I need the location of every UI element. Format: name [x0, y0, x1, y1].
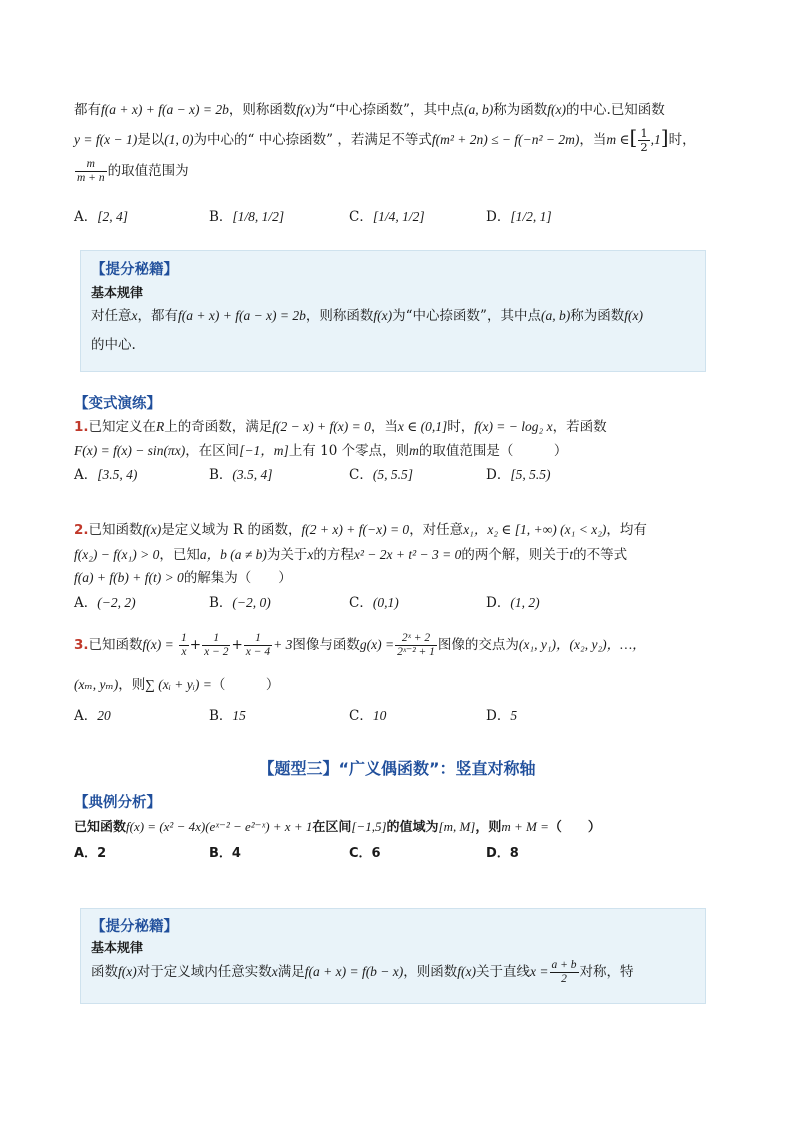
- q1-option-a[interactable]: A．[3.5, 4): [74, 467, 138, 483]
- tips-box-2: [80, 908, 706, 1004]
- q2-line-2: f(x₂) − f(x₁) > 0，已知a，b (a ≠ b)为关于x的方程x² − 2x + t² − 3 = 0的两个解，则关于t的不等式: [74, 547, 628, 563]
- intro-line-1: 都有f(a + x) + f(a − x) = 2b，则称函数f(x)为“中心捺函数”，其中点(a, b)称为函数f(x)的中心.已知函数: [74, 102, 665, 118]
- q1-option-d[interactable]: D．[5, 5.5): [486, 467, 551, 483]
- box2-title: 【提分秘籍】: [91, 919, 178, 935]
- example-option-d[interactable]: D．8: [486, 846, 519, 861]
- q3-fraction-g: $\frac{\text{2ˣ + 2}}{\text{2ˣ⁻² + 1}}$: [397, 632, 435, 659]
- q1-option-b[interactable]: B．(3.5, 4]: [209, 467, 273, 483]
- option-b[interactable]: B．[1/8, 1/2]: [209, 209, 285, 225]
- section-3-title: 【题型三】“广义偶函数”：竖直对称轴: [258, 759, 536, 778]
- variants-title: 【变式演练】: [74, 396, 161, 412]
- example-option-b[interactable]: B．4: [209, 846, 241, 861]
- q3-option-b[interactable]: B．15: [209, 708, 246, 724]
- example-line-1: 已知函数f(x) = (x² − 4x)(eˣ⁻² − e²⁻ˣ) + x + 1在区间[−1,5]的值域为[m, M]，则m + M =（ ）: [74, 819, 601, 835]
- q3-option-c[interactable]: C．10: [349, 708, 387, 724]
- q3-option-d[interactable]: D．5: [486, 708, 518, 724]
- q1-line-1: 1.已知定义在R上的奇函数，满足f(2 − x) + f(x) = 0，当x ∈ (0,1]时，f(x) = − log₂ x，若函数: [74, 419, 607, 435]
- q2-option-b[interactable]: B．(−2, 0): [209, 595, 271, 611]
- box-line-1: 对任意x，都有f(a + x) + f(a − x) = 2b，则称函数f(x)为“中心捺函数”，其中点(a, b)称为函数f(x): [91, 308, 643, 324]
- q1-option-c[interactable]: C．(5, 5.5]: [349, 467, 413, 483]
- q2-option-c[interactable]: C．(0,1): [349, 595, 399, 611]
- option-d[interactable]: D．[1/2, 1]: [486, 209, 552, 225]
- q1-line-2: F(x) = f(x) − sin(πx)，在区间[−1，m]上有 10 个零点，则m的取值范围是（ ）: [74, 443, 568, 459]
- option-a[interactable]: A．[2, 4]: [74, 209, 129, 225]
- box-line-2: 的中心.: [91, 337, 136, 353]
- q3-fraction-1: $\frac{1}{x}$: [181, 632, 187, 659]
- q3-option-a[interactable]: A．20: [74, 708, 111, 724]
- q2-line-1: 2.已知函数f(x)是定义域为 R 的函数，f(2 + x) + f(−x) = 0，对任意x₁，x₂ ∈ [1, +∞) (x₁ < x₂)，均有: [74, 522, 647, 538]
- intro-line-2: y = f(x − 1)是以(1, 0)为中心的“ 中心捺函数” ，若满足不等式f(m² + 2n) ≤ − f(−n² − 2m)，当m ∈[ $\frac{1}{2}$ ,1]时，: [74, 125, 696, 154]
- q2-line-3: f(a) + f(b) + f(t) > 0的解集为（ ）: [74, 570, 292, 586]
- box-title: 【提分秘籍】: [91, 262, 178, 278]
- q2-option-d[interactable]: D．(1, 2): [486, 595, 540, 611]
- example-option-a[interactable]: A．2: [74, 846, 107, 861]
- example-option-c[interactable]: C．6: [349, 846, 381, 861]
- interval-fraction: $\frac{1}{2}$: [640, 125, 648, 154]
- q2-option-a[interactable]: A．(−2, 2): [74, 595, 136, 611]
- tips-box-1: [80, 250, 706, 372]
- q3-line-1: 3.已知函数f(x) = $\frac{1}{x}$ + $\frac{1}{x - 2}$ + $\frac{1}{x - 4}$ + 3图像与函数g(x) = $\frac{\text{2ˣ + 2}}{\text{2ˣ⁻² + 1}}$ 图像的交点为(x₁, y₁)，(x₂, y₂)，…，: [74, 632, 646, 659]
- box2-label: 基本规律: [91, 941, 144, 956]
- q3-fraction-2: $\frac{1}{x - 2}$: [204, 632, 229, 659]
- intro-line-3: $\frac{m}{m + n}$ 的取值范围为: [77, 158, 189, 185]
- q3-fraction-3: $\frac{1}{x - 4}$: [245, 632, 271, 659]
- analysis-title: 【典例分析】: [74, 795, 161, 811]
- option-c[interactable]: C．[1/4, 1/2]: [349, 209, 425, 225]
- box2-line-1: 函数f(x)对于定义域内任意实数x满足f(a + x) = f(b − x)，则函数f(x)关于直线x = $\frac{a + b}{2}$ 对称，特: [91, 959, 634, 986]
- box-label: 基本规律: [91, 286, 144, 301]
- box2-fraction: $\frac{a + b}{2}$: [551, 959, 577, 986]
- q3-line-2: (xₘ, yₘ)，则∑ (xᵢ + yᵢ) =（ ）: [74, 677, 280, 693]
- ratio-fraction: $\frac{m}{m + n}$: [77, 158, 105, 185]
